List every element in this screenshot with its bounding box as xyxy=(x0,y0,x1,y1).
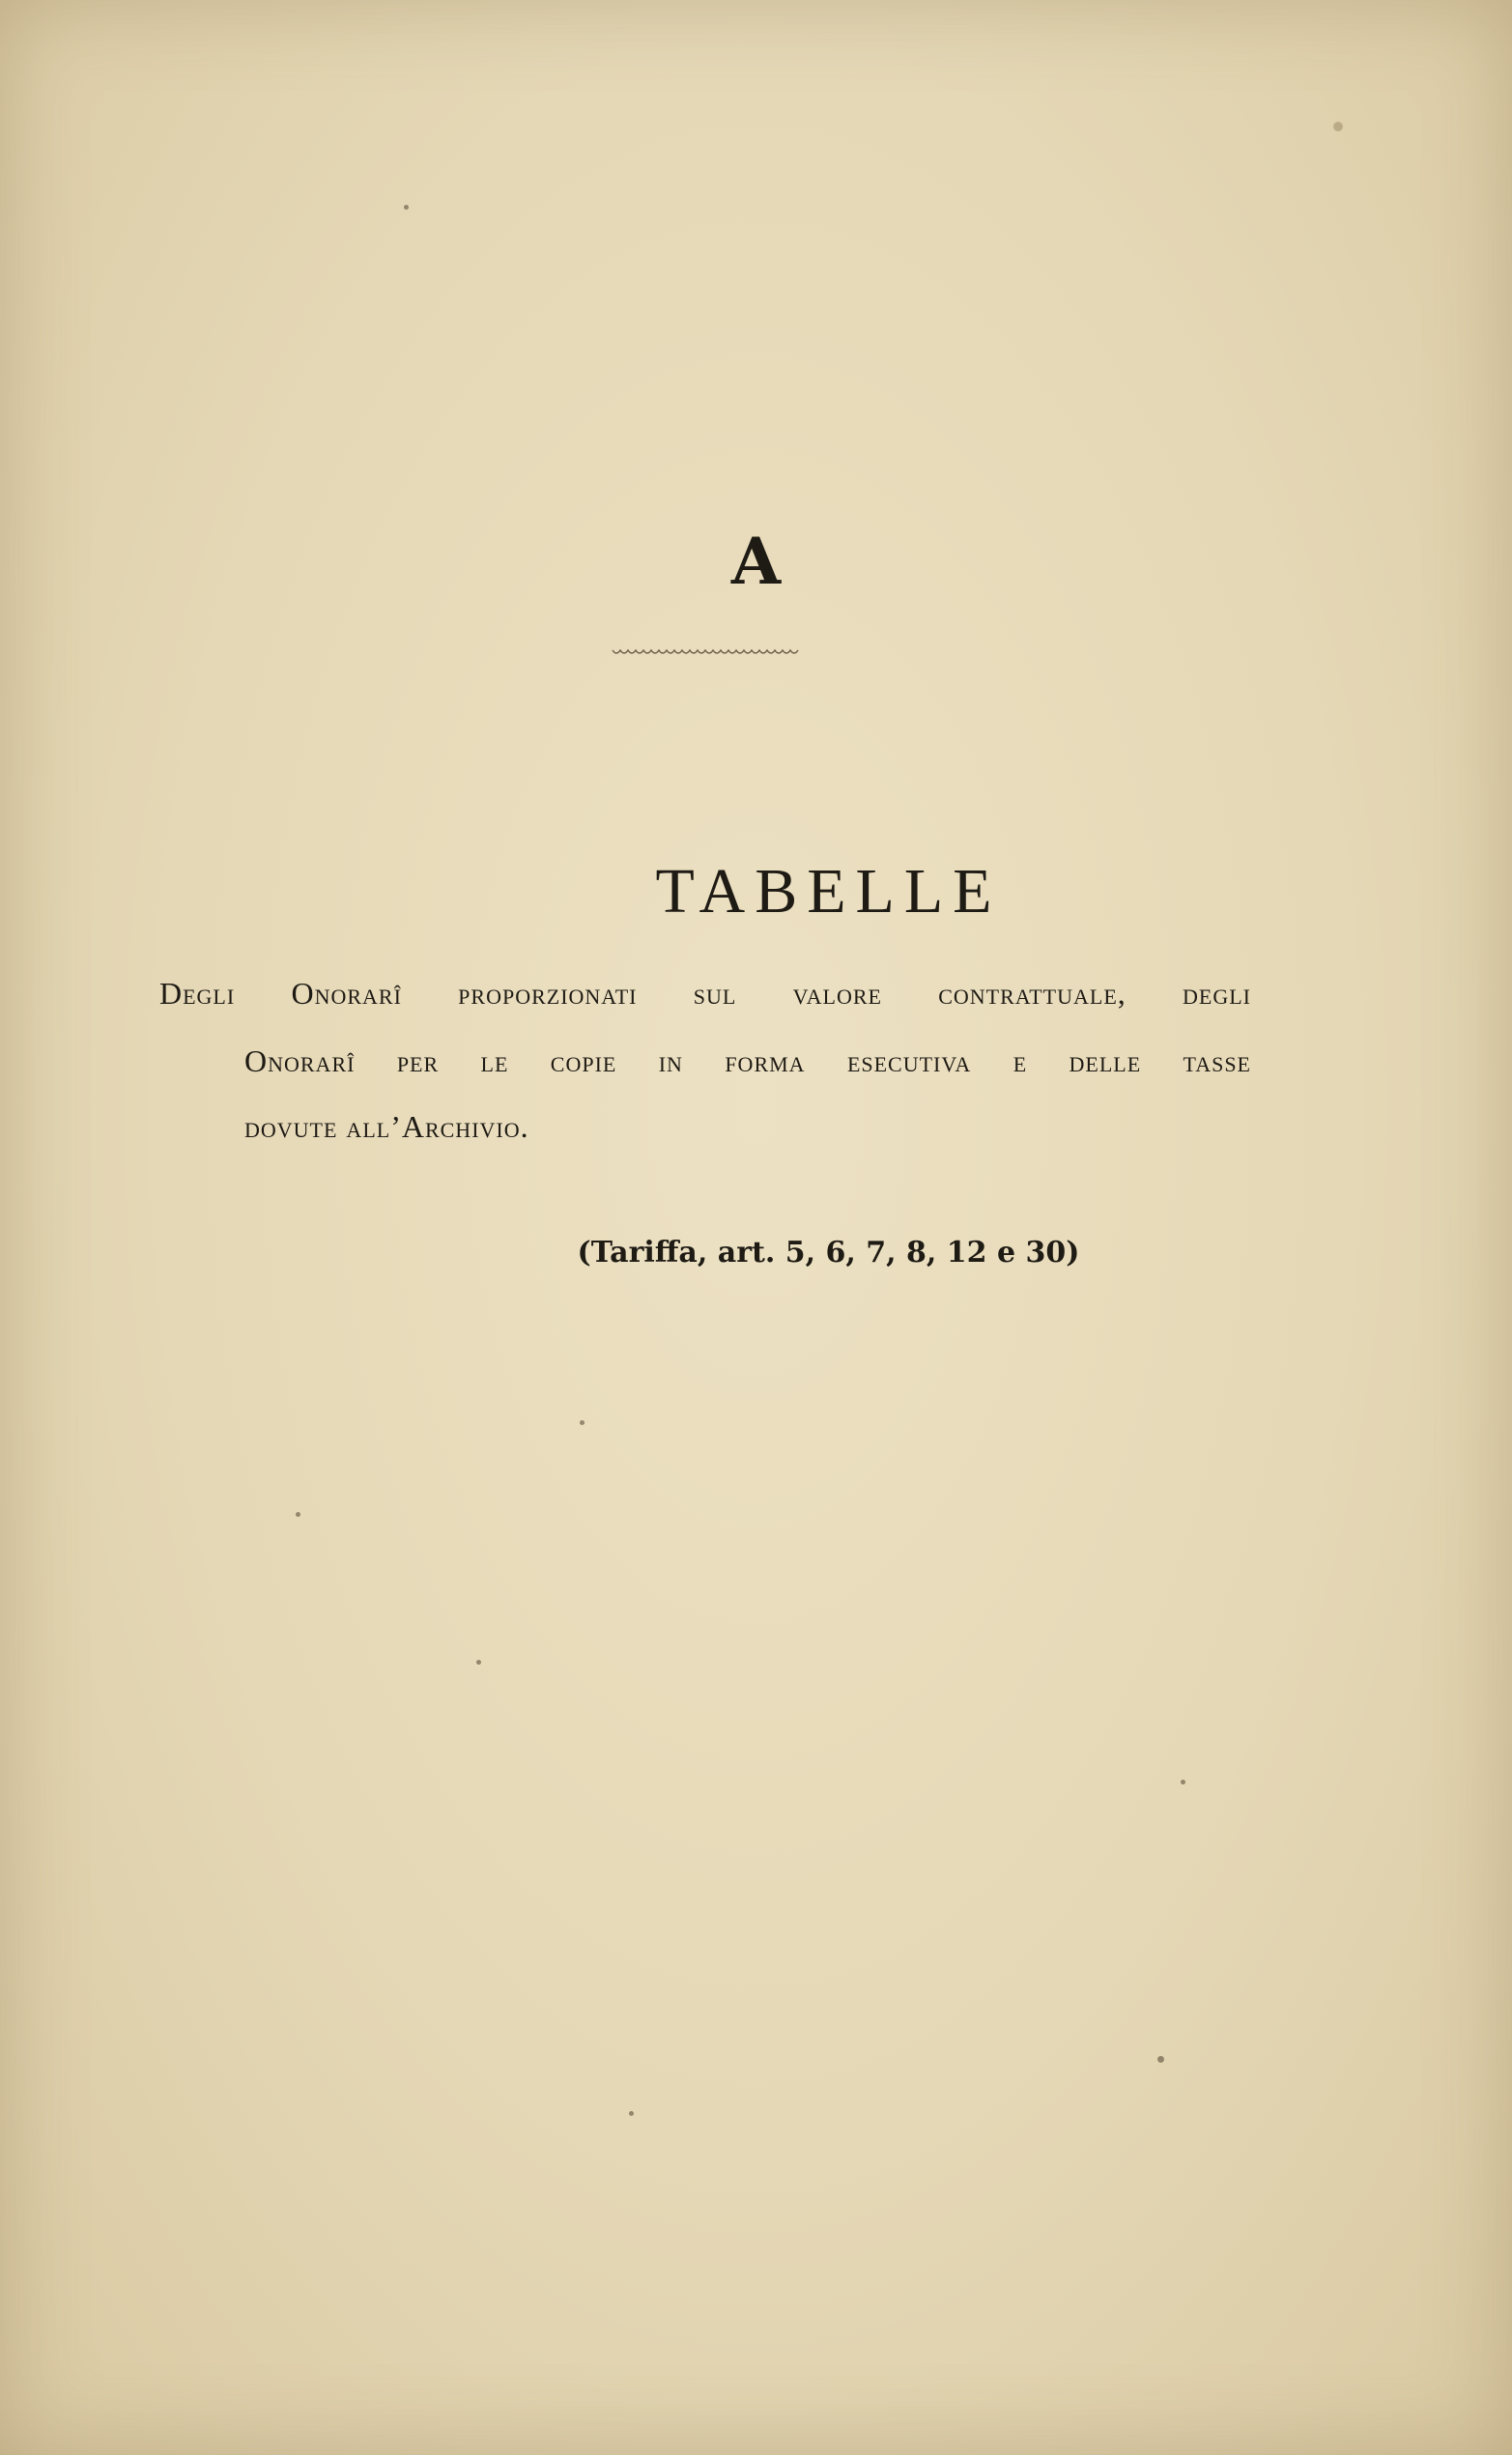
subtitle-line-1: Degli Onorarî proporzionati sul valore contrattuale, degli xyxy=(159,976,1251,1011)
paper-speck xyxy=(629,2111,634,2116)
page-title: TABELLE xyxy=(655,856,1002,927)
paper-speck xyxy=(1157,2056,1164,2063)
paper-speck xyxy=(296,1512,300,1517)
subtitle-line-2: Onorarî per le copie in forma esecutiva e delle tasse xyxy=(244,1043,1251,1078)
tariff-citation: (Tariffa, art. 5, 6, 7, 8, 12 e 30) xyxy=(577,1236,1080,1270)
section-letter: A xyxy=(730,524,782,599)
paper-speck xyxy=(580,1420,585,1425)
paper-speck xyxy=(1181,1780,1185,1784)
paper-speck xyxy=(476,1660,481,1665)
ornament-divider xyxy=(611,645,800,659)
subtitle-line-3: dovute all’Archivio. xyxy=(244,1109,529,1144)
paper-speck xyxy=(1333,122,1343,131)
paper-speck xyxy=(404,205,409,210)
